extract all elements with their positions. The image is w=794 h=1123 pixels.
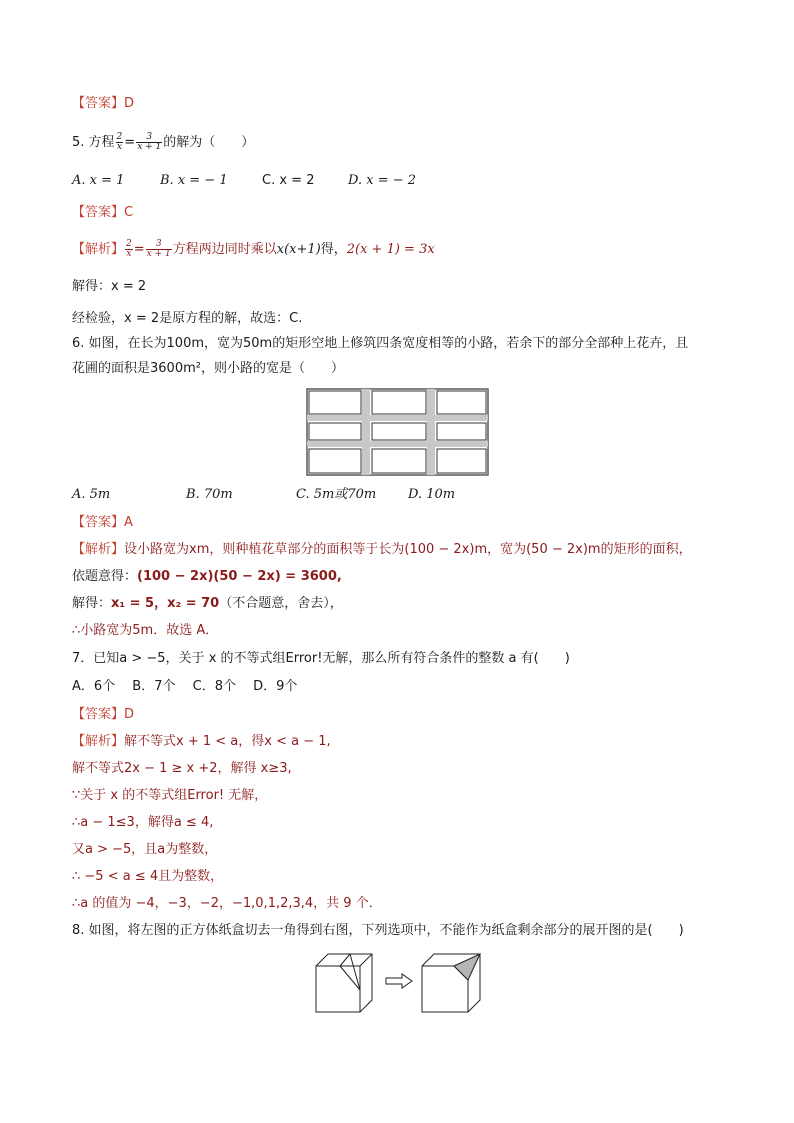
cube-right: [422, 954, 480, 1012]
q5-analysis: 【解析】 $\frac{2}{x}$ = $\frac{3}{x + 1}$ 方程两边同时乘以x(x+1)得，2(x + 1) = 3x: [72, 239, 435, 259]
arrow-right: [386, 974, 412, 988]
q7-analysis-3: ∵关于 x 的不等式组Error! 无解，: [72, 788, 268, 803]
garden-border: [307, 389, 488, 475]
q5-stem: 5. 方程 $\frac{2}{x}$ = $\frac{3}{x + 1}$ 的解为（ ）: [72, 132, 255, 152]
q7-analysis-2: 解不等式2x − 1 ≥ x +2，解得 x≥3,: [72, 761, 292, 776]
q6-conclusion: ∴小路宽为5m．故选 A．: [72, 623, 219, 638]
q6-option-c: C. 5m或70m: [296, 487, 377, 502]
vertical-path-1: [362, 389, 370, 475]
q8-cube-figure: [312, 950, 484, 1016]
q7-analysis-5: 又a > −5，且a为整数，: [72, 842, 218, 857]
q5-check: 经检验，x = 2是原方程的解，故选：C.: [72, 311, 303, 326]
q4-answer: 【答案】D: [72, 96, 135, 111]
q8-stem: 8. 如图，将左图的正方体纸盒切去一角得到右图，下列选项中，不能作为纸盒剩余部分的展开图的是( ): [72, 923, 684, 938]
q7-options: A．6个 B．7个 C．8个 D．9个: [72, 679, 298, 694]
q7-analysis-6: ∴ −5 < a ≤ 4且为整数，: [72, 869, 224, 884]
q5-option-d: D. x = − 2: [348, 173, 417, 188]
q6-equation: 依题意得：(100 − 2x)(50 − 2x) = 3600,: [72, 569, 342, 584]
horizontal-path-1: [307, 415, 488, 421]
q6-stem-line2: 花圃的面积是3600m²，则小路的宽是（ ）: [72, 361, 344, 376]
q7-analysis-1: 【解析】解不等式x + 1 < a，得x < a − 1,: [72, 734, 331, 749]
cube-left: [316, 954, 372, 1012]
q6-option-a: A. 5m: [72, 487, 111, 502]
q6-analysis: 【解析】设小路宽为xm，则种植花草部分的面积等于长为(100 − 2x)m，宽为(50 − 2x)m的矩形的面积，: [72, 542, 692, 557]
q6-solve: 解得：x₁ = 5，x₂ = 70（不合题意，舍去），: [72, 596, 343, 611]
q7-analysis-4: ∴a − 1≤3，解得a ≤ 4,: [72, 815, 214, 830]
q6-answer: 【答案】A: [72, 515, 133, 530]
vertical-path-2: [427, 389, 435, 475]
q5-answer: 【答案】C: [72, 205, 134, 220]
q6-option-b: B. 70m: [186, 487, 233, 502]
q7-stem: 7．已知a > −5，关于 x 的不等式组Error!无解，那么所有符合条件的整数 a 有( ): [72, 651, 570, 666]
q6-option-d: D. 10m: [408, 487, 456, 502]
q5-option-b: B. x = − 1: [160, 173, 228, 188]
q7-answer: 【答案】D: [72, 707, 135, 722]
q5-solve: 解得：x = 2: [72, 279, 147, 294]
q5-option-a: A. x = 1: [72, 173, 125, 188]
horizontal-path-2: [307, 441, 488, 447]
q5-option-c: C. x = 2: [262, 173, 315, 188]
q7-analysis-7: ∴a 的值为 −4，−3，−2，−1,0,1,2,3,4，共 9 个．: [72, 896, 382, 911]
q6-stem-line1: 6. 如图，在长为100m，宽为50m的矩形空地上修筑四条宽度相等的小路，若余下的部分全部种上花卉，且: [72, 336, 689, 351]
q6-garden-figure: [306, 388, 490, 476]
